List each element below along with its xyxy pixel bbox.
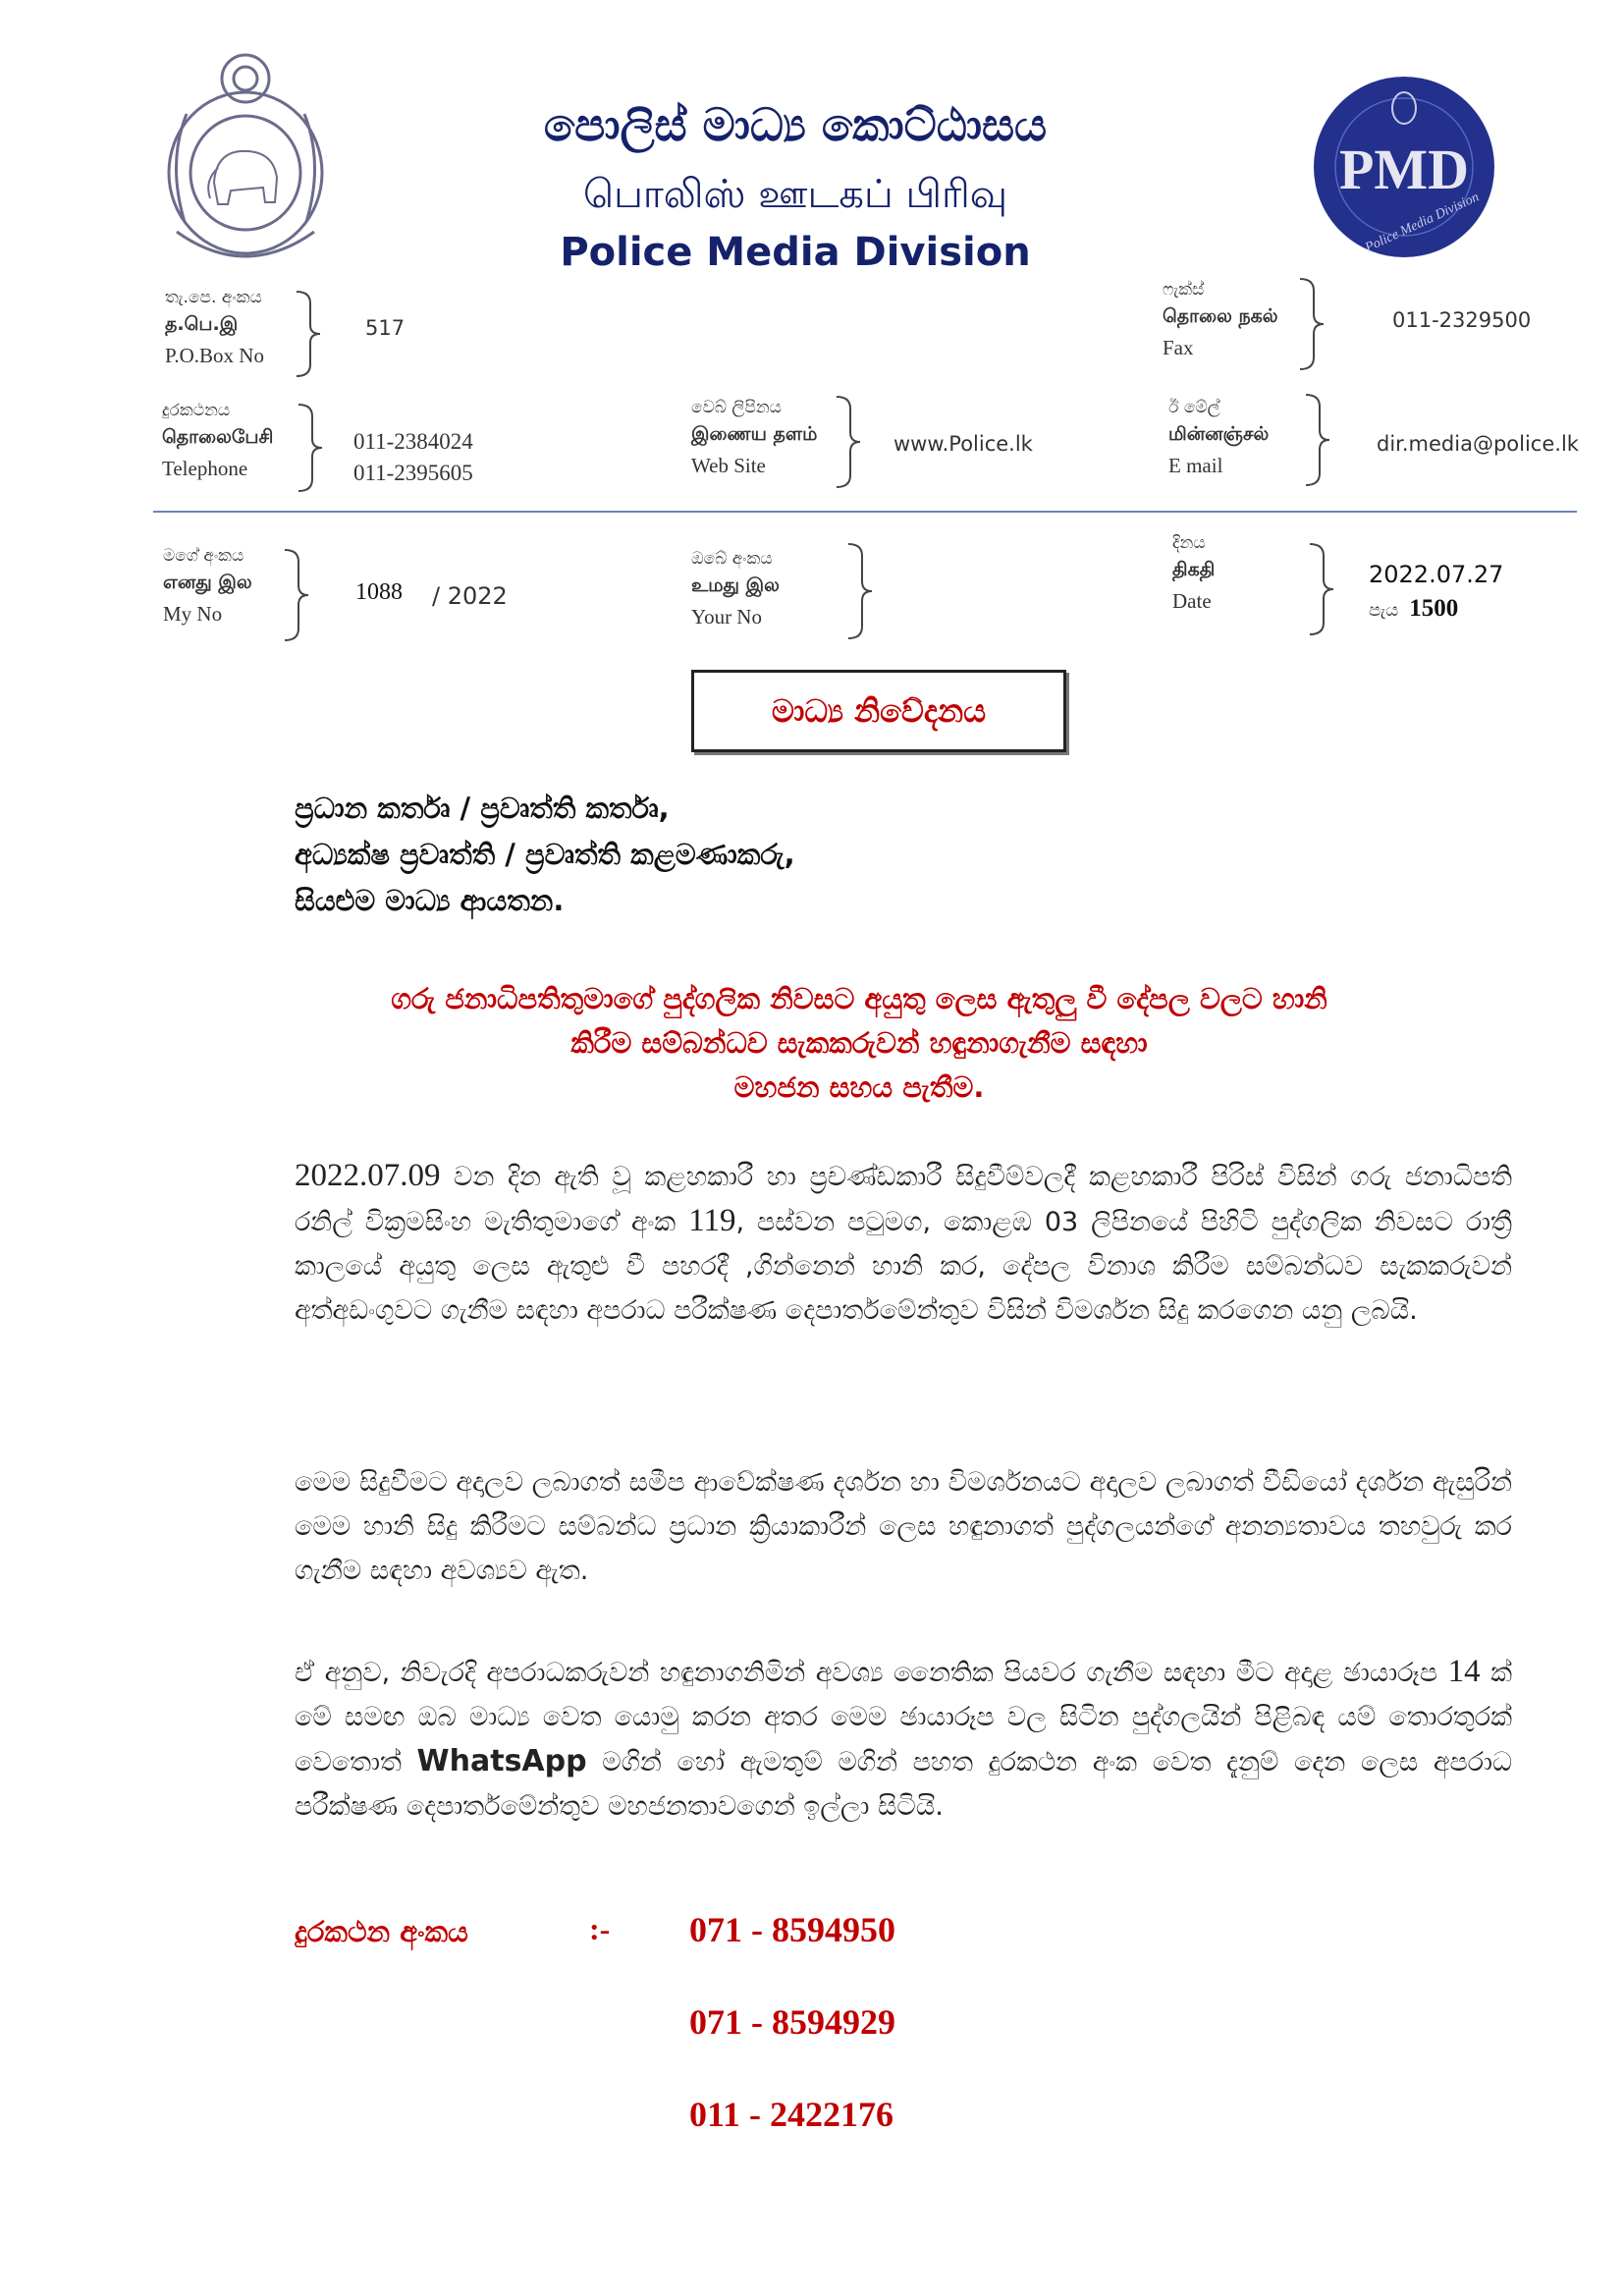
date-value: 2022.07.27 <box>1369 561 1504 588</box>
my-no-value: 1088 <box>355 579 403 605</box>
email-label: ඊ මේල් மின்னஞ்சல் E mail <box>1168 398 1270 477</box>
fax-label: ෆැක්ස් தொலை நகல் Fax <box>1163 280 1278 359</box>
paragraph-1: 2022.07.09 වන දින ඇති වූ කළහකාරී හා ප්‍රචණ්ඩකාරී සිදුවීම්වලදී කළහකාරී පිරිස් විසින් ගරු ජනාධිපති රනිල් වික්‍රමසිංහ මැතිතුමාගේ අංක 119, පස්වන පටුමග, කොළඹ 03 ලිපිනයේ පිහිටි පුද්ගලික නිවසට රාත්‍රී කාලයේ අයුතු ලෙස ඇතුළු වී පහරදී ,ගින්නෙන් හානි කර, දේපල විනාශ කිරීම සම්බන්ධව සැකකරුවන් අත්අඩංගුවට ගැනීම සඳහා අපරාධ පරීක්ෂණ දෙපාර්තමේන්තුව විසින් විමර්ශන සිදු කරගෙන යනු ලබයි. <box>295 1158 1512 1326</box>
email-brace <box>1302 393 1331 487</box>
svg-text:PMD: PMD <box>1338 137 1470 201</box>
hotline-colon: :- <box>589 1911 611 1946</box>
title-tamil: பொலிஸ் ஊடகப் பிரிவு <box>582 172 1008 217</box>
my-no-label: මගේ අංකය எனது இல My No <box>163 546 252 626</box>
addressee-line: සියළුම මාධ්‍ය ආයතන. <box>295 884 565 917</box>
website-label: වෙබ් ලිපිනය இணைய தளம் Web Site <box>691 398 818 477</box>
email-link[interactable]: dir.media@police.lk <box>1377 432 1579 456</box>
fax-value: 011-2329500 <box>1392 308 1532 332</box>
header-divider <box>153 511 1577 513</box>
time-label: පැය <box>1369 600 1399 621</box>
hotline-label: දුරකථන අංකය <box>295 1915 468 1948</box>
house-number: 119 <box>688 1203 736 1238</box>
addressee-line: ප්‍රධාන කර්තෘ / ප්‍රවෘත්ති කර්තෘ, <box>295 792 670 825</box>
subject-line: කිරීම සම්බන්ධව සැකකරුවන් හඳුනාගැනීම සඳහා <box>570 1026 1148 1060</box>
title-english: Police Media Division <box>560 230 1031 275</box>
police-crest-icon <box>157 45 334 271</box>
website-brace <box>833 395 862 489</box>
incident-date: 2022.07.09 <box>295 1158 441 1193</box>
whatsapp-text: WhatsApp <box>416 1744 587 1778</box>
pmd-logo-icon <box>1311 69 1497 265</box>
hotline-number-3[interactable]: 011 - 2422176 <box>689 2095 894 2134</box>
pobox-label: තැ.පෙ. අංකය த.பெ.இ P.O.Box No <box>165 288 264 367</box>
your-no-brace <box>844 542 874 640</box>
subject-heading <box>245 977 1473 1110</box>
title-sinhala: පොලිස් මාධ්‍ය කොට්ඨාසය <box>543 98 1048 151</box>
website-link[interactable]: www.Police.lk <box>893 432 1033 456</box>
subject-line: මහජන සහය පැතීම. <box>733 1070 985 1104</box>
telephone-label: දුරකථනය தொலைபேசி Telephone <box>162 401 274 480</box>
svg-text:Police Media Division: Police Media Division <box>1363 190 1482 256</box>
hotline-number-2[interactable]: 071 - 8594929 <box>689 2002 895 2042</box>
telephone-brace <box>295 403 324 493</box>
pobox-value: 517 <box>365 316 406 340</box>
time-line <box>1369 595 1458 623</box>
your-no-label: ඔබේ අංකය உமது இல Your No <box>691 549 780 629</box>
addressee-line: අධ්‍යක්ෂ ප්‍රවෘත්ති / ප්‍රවෘත්ති කළමණාකරු, <box>295 838 795 871</box>
date-label: දිනය திகதி Date <box>1172 533 1216 613</box>
fax-brace <box>1296 277 1326 371</box>
addressee-block <box>295 786 795 924</box>
date-brace <box>1306 542 1335 636</box>
paragraph-2: මෙම සිදුවීමට අදාලව ලබාගත් සමීප ආවේක්ෂණ දර්ශන හා විමර්ශනයට අදාලව ලබාගත් වීඩියෝ දර්ශන ඇසුරින් මෙම හානි සිදු කිරීමට සම්බන්ධ ප්‍රධාන ක්‍රියාකාරීන් ලෙස හඳුනාගත් පුද්ගලයන්ගේ අනන්‍යතාවය තහවුරු කර ගැනීම සඳහා අවශ්‍යව ඇත. <box>295 1467 1512 1586</box>
telephone-value-2: 011-2395605 <box>353 461 473 485</box>
my-no-year: / 2022 <box>432 582 508 610</box>
telephone-value-1: 011-2384024 <box>353 429 473 454</box>
pobox-brace <box>293 290 322 378</box>
subject-line: ගරු ජනාධිපතිතුමාගේ පුද්ගලික නිවසට අයුතු ලෙස ඇතුලු වී දේපල වලට හානි <box>391 982 1327 1015</box>
photo-count: 14 <box>1447 1654 1481 1689</box>
time-value: 1500 <box>1409 595 1459 622</box>
notice-title: මාධ්‍ය නිවේදනය <box>691 670 1066 752</box>
hotline-number-1[interactable]: 071 - 8594950 <box>689 1910 895 1949</box>
my-no-brace <box>281 548 310 642</box>
paragraph-3: ඒ අනුව, නිවැරදි අපරාධකරුවන් හඳුනාගනිමින් අවශ්‍ය නෛතික පියවර ගැනීම සඳහා මීට අදාළ ඡායාරූප 14 ක් මේ සමඟ ඔබ මාධ්‍ය වෙත යොමු කරන අතර මෙම ඡායාරූප වල සිටින පුද්ගලයින් පිළිබඳ යම් තොරතුරක් වෙතොත් WhatsApp මගින් හෝ ඇමතුම් මගින් පහත දුරකථන අංක වෙත දැනුම් දෙන ලෙස අපරාධ පරීක්ෂණ දෙපාර්තමේන්තුව මහජනතාවගෙන් ඉල්ලා සිටියි. <box>295 1654 1512 1822</box>
